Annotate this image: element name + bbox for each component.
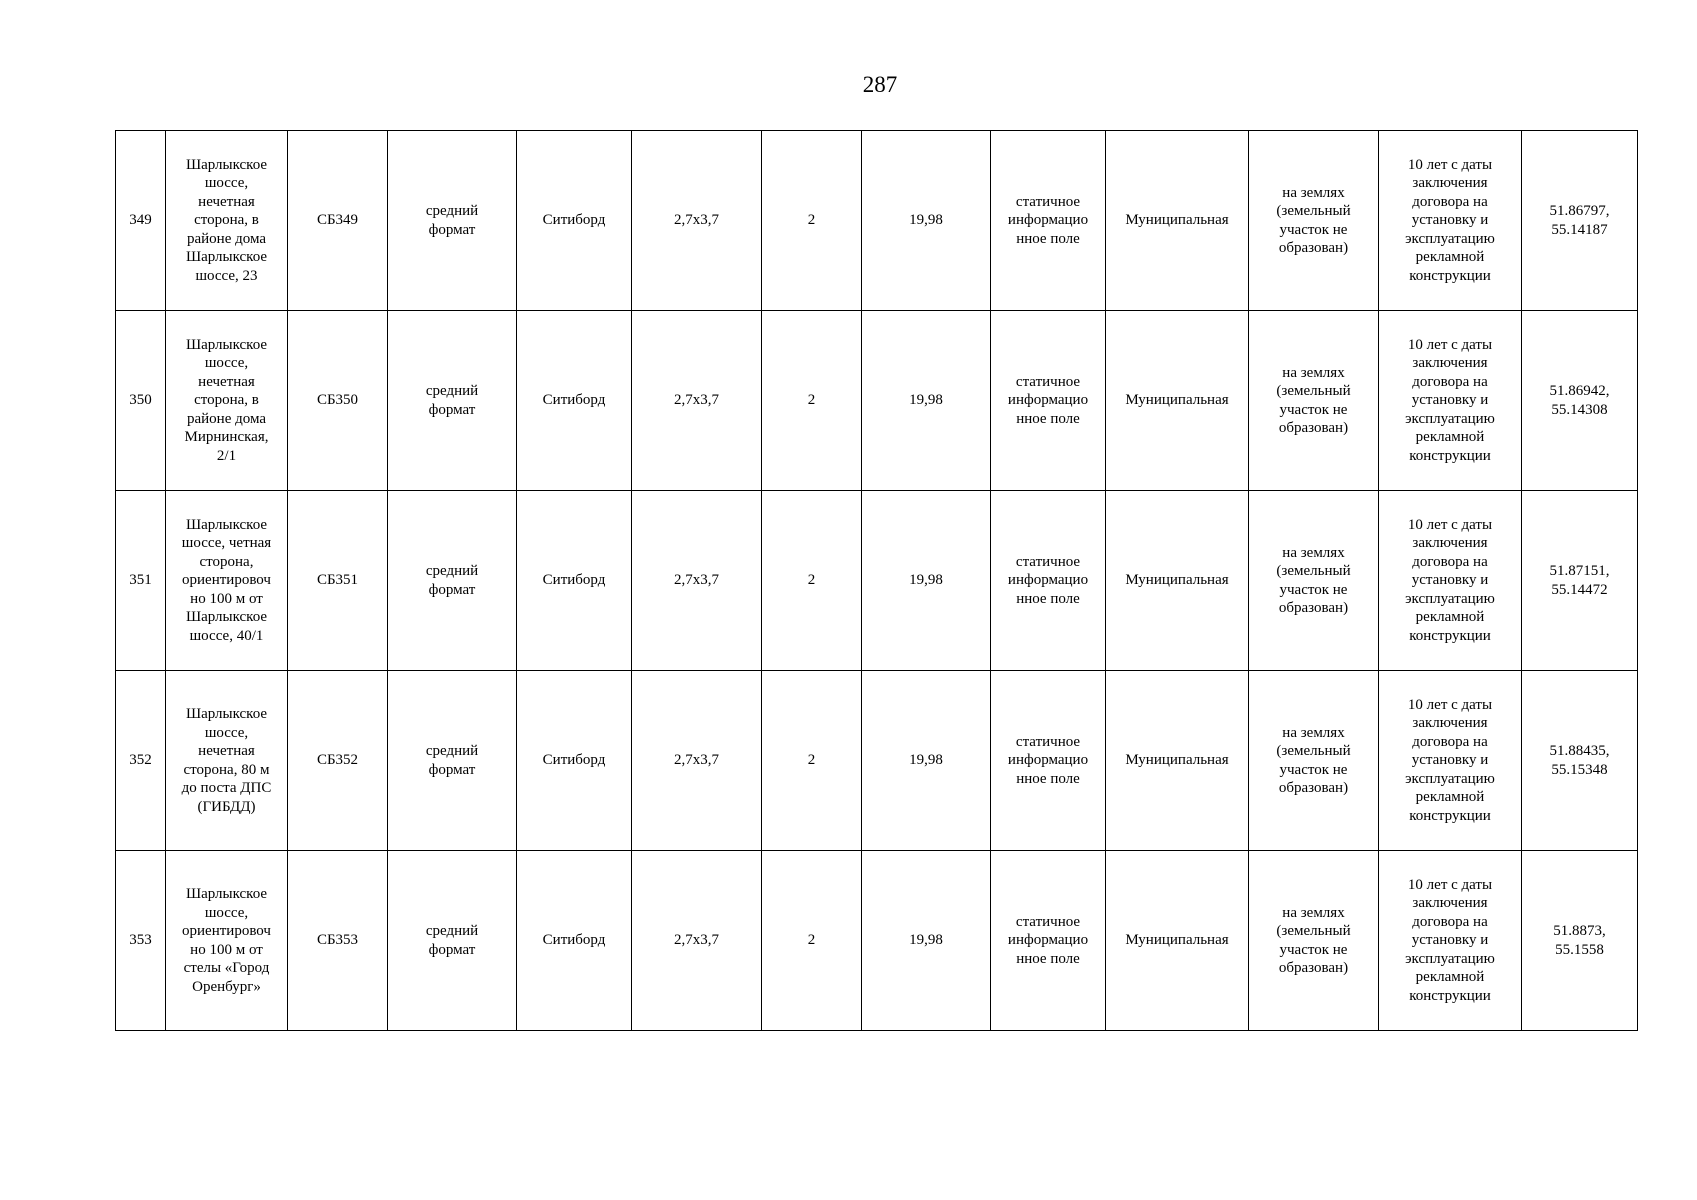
cell-term: 10 лет с даты заключения договора на установку и эксплуатацию рекламной конструкции xyxy=(1379,311,1522,491)
cell-sides: 2 xyxy=(762,671,862,851)
table-body xyxy=(116,131,1638,1031)
cell-term: 10 лет с даты заключения договора на установку и эксплуатацию рекламной конструкции xyxy=(1379,131,1522,311)
table-row xyxy=(116,311,1638,491)
cell-ownership: Муниципальная xyxy=(1106,491,1249,671)
cell-format: средний формат xyxy=(388,131,517,311)
table-row xyxy=(116,491,1638,671)
cell-coordinates: 51.88435, 55.15348 xyxy=(1522,671,1638,851)
cell-area: 19,98 xyxy=(862,851,991,1031)
cell-area: 19,98 xyxy=(862,671,991,851)
cell-size: 2,7х3,7 xyxy=(632,491,762,671)
cell-ownership: Муниципальная xyxy=(1106,671,1249,851)
cell-field-type: статичное информацио нное поле xyxy=(991,311,1106,491)
cell-number: 351 xyxy=(116,491,166,671)
cell-type: Ситиборд xyxy=(517,311,632,491)
cell-sides: 2 xyxy=(762,491,862,671)
cell-ownership: Муниципальная xyxy=(1106,851,1249,1031)
cell-number: 350 xyxy=(116,311,166,491)
ad-structures-table xyxy=(115,130,1638,1031)
cell-address: Шарлыкское шоссе, четная сторона, ориентировоч но 100 м от Шарлыкское шоссе, 40/1 xyxy=(166,491,288,671)
cell-coordinates: 51.86942, 55.14308 xyxy=(1522,311,1638,491)
cell-coordinates: 51.87151, 55.14472 xyxy=(1522,491,1638,671)
cell-code: СБ351 xyxy=(288,491,388,671)
cell-size: 2,7х3,7 xyxy=(632,311,762,491)
cell-field-type: статичное информацио нное поле xyxy=(991,491,1106,671)
cell-area: 19,98 xyxy=(862,491,991,671)
cell-field-type: статичное информацио нное поле xyxy=(991,131,1106,311)
cell-address: Шарлыкское шоссе, нечетная сторона, в районе дома Мирнинская, 2/1 xyxy=(166,311,288,491)
cell-number: 352 xyxy=(116,671,166,851)
cell-type: Ситиборд xyxy=(517,491,632,671)
cell-number: 353 xyxy=(116,851,166,1031)
cell-ownership: Муниципальная xyxy=(1106,131,1249,311)
cell-code: СБ350 xyxy=(288,311,388,491)
cell-land: на землях (земельный участок не образован) xyxy=(1249,671,1379,851)
cell-area: 19,98 xyxy=(862,131,991,311)
cell-field-type: статичное информацио нное поле xyxy=(991,671,1106,851)
table-row xyxy=(116,671,1638,851)
cell-land: на землях (земельный участок не образован) xyxy=(1249,851,1379,1031)
cell-format: средний формат xyxy=(388,491,517,671)
cell-address: Шарлыкское шоссе, ориентировоч но 100 м от стелы «Город Оренбург» xyxy=(166,851,288,1031)
table-row xyxy=(116,131,1638,311)
cell-term: 10 лет с даты заключения договора на установку и эксплуатацию рекламной конструкции xyxy=(1379,851,1522,1031)
cell-address: Шарлыкское шоссе, нечетная сторона, в районе дома Шарлыкское шоссе, 23 xyxy=(166,131,288,311)
cell-address: Шарлыкское шоссе, нечетная сторона, 80 м до поста ДПС (ГИБДД) xyxy=(166,671,288,851)
cell-type: Ситиборд xyxy=(517,851,632,1031)
cell-format: средний формат xyxy=(388,851,517,1031)
page-number: 287 xyxy=(862,72,898,97)
cell-ownership: Муниципальная xyxy=(1106,311,1249,491)
cell-sides: 2 xyxy=(762,851,862,1031)
cell-size: 2,7х3,7 xyxy=(632,131,762,311)
cell-sides: 2 xyxy=(762,131,862,311)
cell-field-type: статичное информацио нное поле xyxy=(991,851,1106,1031)
cell-code: СБ349 xyxy=(288,131,388,311)
cell-size: 2,7х3,7 xyxy=(632,851,762,1031)
cell-format: средний формат xyxy=(388,311,517,491)
cell-type: Ситиборд xyxy=(517,671,632,851)
cell-coordinates: 51.86797, 55.14187 xyxy=(1522,131,1638,311)
cell-type: Ситиборд xyxy=(517,131,632,311)
cell-coordinates: 51.8873, 55.1558 xyxy=(1522,851,1638,1031)
table-row xyxy=(116,851,1638,1031)
cell-size: 2,7х3,7 xyxy=(632,671,762,851)
cell-land: на землях (земельный участок не образован) xyxy=(1249,491,1379,671)
cell-area: 19,98 xyxy=(862,311,991,491)
cell-term: 10 лет с даты заключения договора на установку и эксплуатацию рекламной конструкции xyxy=(1379,671,1522,851)
cell-number: 349 xyxy=(116,131,166,311)
cell-land: на землях (земельный участок не образован) xyxy=(1249,311,1379,491)
cell-sides: 2 xyxy=(762,311,862,491)
cell-term: 10 лет с даты заключения договора на установку и эксплуатацию рекламной конструкции xyxy=(1379,491,1522,671)
cell-code: СБ353 xyxy=(288,851,388,1031)
cell-code: СБ352 xyxy=(288,671,388,851)
cell-format: средний формат xyxy=(388,671,517,851)
cell-land: на землях (земельный участок не образован) xyxy=(1249,131,1379,311)
